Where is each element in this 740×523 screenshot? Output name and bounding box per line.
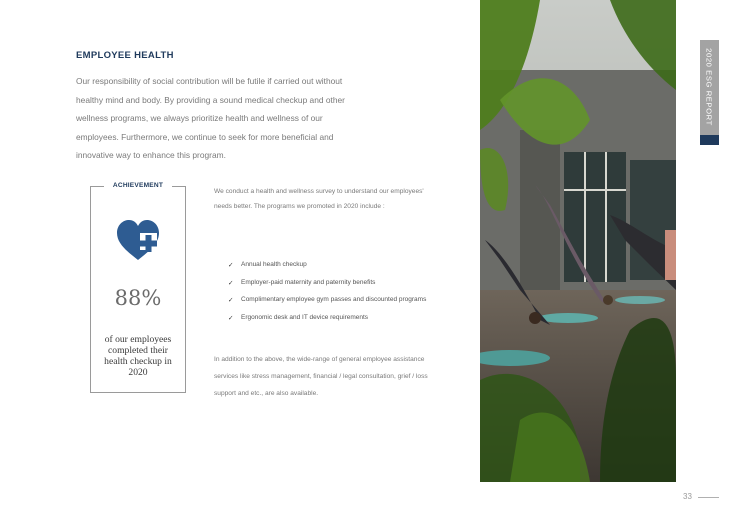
check-icon: ✓ (228, 296, 234, 305)
check-icon: ✓ (228, 314, 234, 323)
survey-paragraph: We conduct a health and wellness survey to understand our employees' needs better. The programs we promoted in 2020 include : (214, 188, 424, 210)
section-title: EMPLOYEE HEALTH (76, 50, 174, 61)
list-item (228, 294, 426, 312)
report-tab-label: 2020 ESG REPORT (704, 48, 714, 126)
heart-plus-icon (116, 219, 160, 263)
achievement-description: of our employees completed their health checkup in 2020 (104, 334, 172, 378)
achievement-label: ACHIEVEMENT (112, 182, 164, 189)
program-label: Employer-paid maternity and paternity benefits (241, 278, 376, 286)
list-item (228, 312, 426, 330)
list-item (228, 277, 426, 295)
achievement-percentage: 88% (114, 286, 162, 310)
page-number: 33 (683, 492, 692, 501)
check-icon: ✓ (228, 278, 234, 287)
achievement-frame-top-left (90, 186, 104, 187)
intro-paragraph: Our responsibility of social contribution will be futile if carried out without healthy mind and body. By providing a sound medical checkup and other wellness programs, we always prioritize health and wellness of our employees. Furthermore, we continue to seek for more beneficial and innovative way to enhance this program. (76, 76, 345, 160)
program-label: Ergonomic desk and IT device requirements (241, 314, 369, 322)
program-label: Annual health checkup (241, 261, 307, 268)
yoga-class-photo (480, 0, 676, 482)
report-tab-accent (700, 135, 719, 145)
page-number-rule (698, 497, 719, 498)
list-item (228, 259, 426, 277)
program-label: Complimentary employee gym passes and discounted programs (241, 296, 427, 304)
achievement-frame-top-right (172, 186, 186, 187)
program-list (228, 259, 426, 330)
check-icon: ✓ (228, 261, 234, 269)
closing-paragraph: In addition to the above, the wide-range of general employee assistance services like stress management, financial / legal consultation, grief / loss support and etc., are also available. (214, 356, 428, 397)
